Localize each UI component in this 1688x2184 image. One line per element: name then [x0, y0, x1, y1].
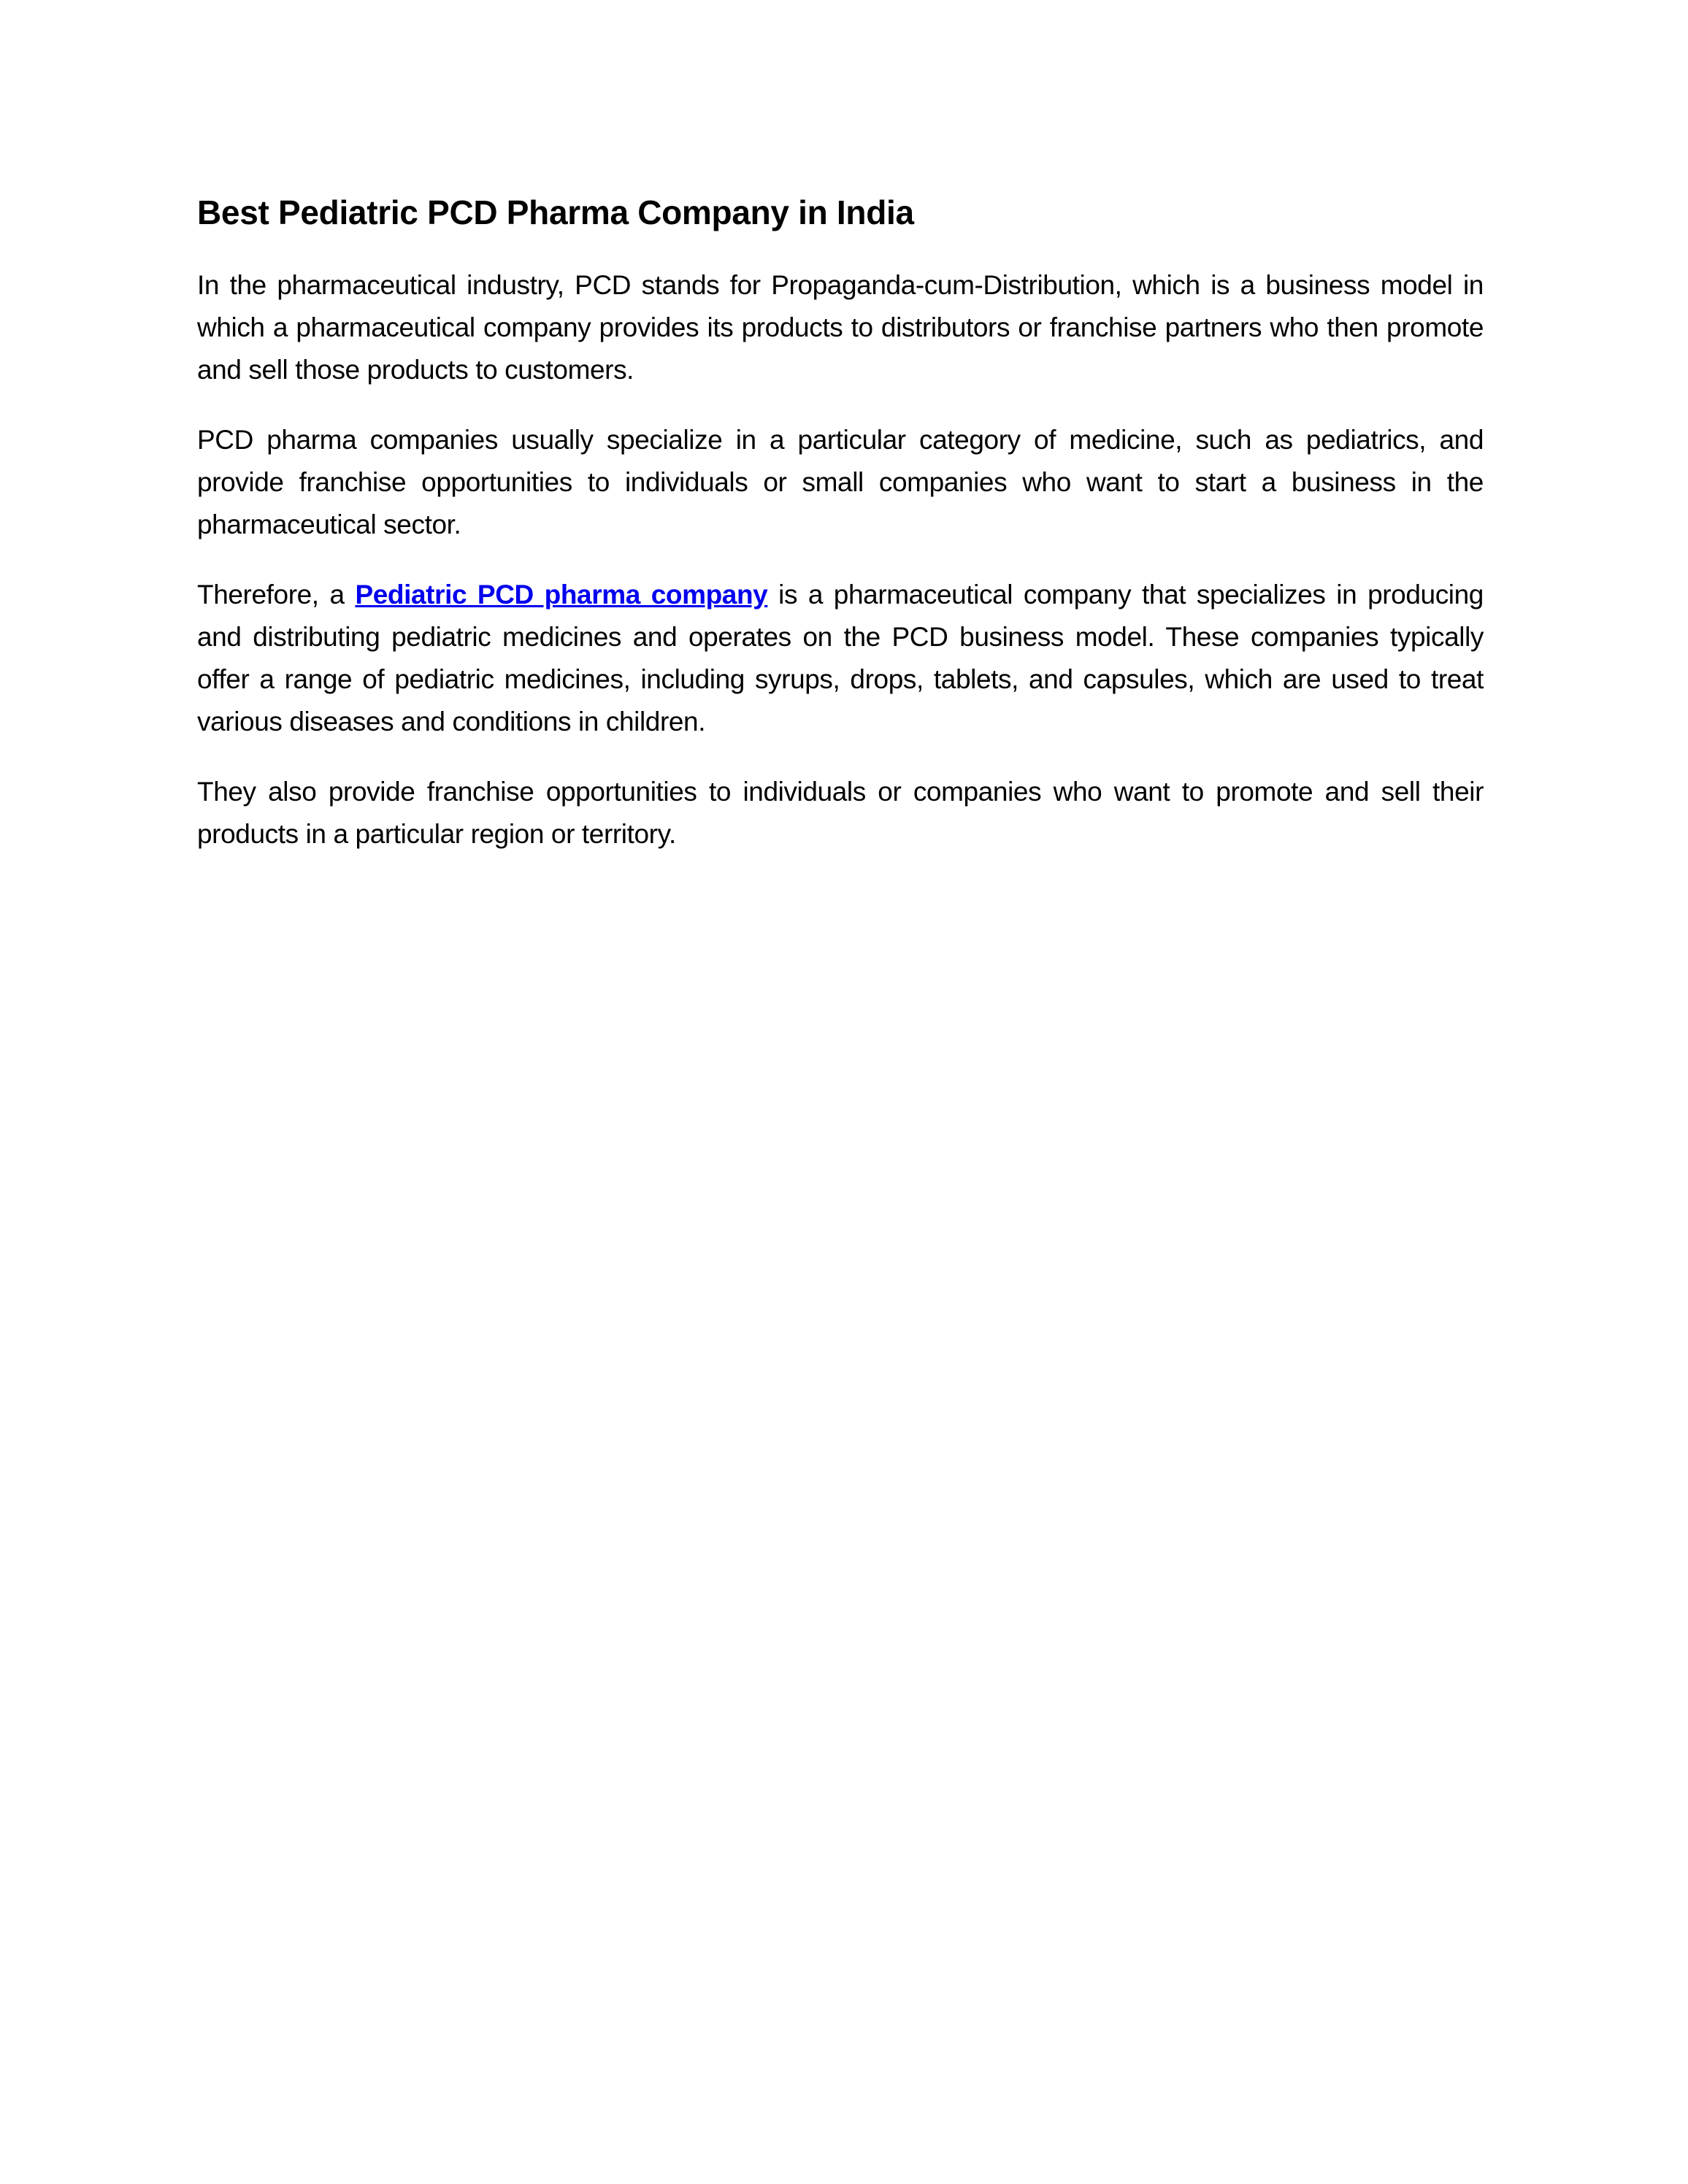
- paragraph-pediatric-pcd: [197, 574, 1484, 743]
- paragraph-pcd-specialization: PCD pharma companies usually specialize in a particular category of medicine, such as pediatrics, and provide franchise opportunities to individuals or small companies who want to start a business in the pharmaceutical sector.: [197, 424, 1484, 539]
- pediatric-pcd-pharma-company-link[interactable]: Pediatric PCD pharma company: [355, 579, 768, 610]
- document-title: Best Pediatric PCD Pharma Company in India: [197, 193, 914, 231]
- document-body: [197, 191, 1484, 883]
- paragraph-text-before-link: Therefore, a: [197, 579, 356, 610]
- paragraph-franchise-opportunities: They also provide franchise opportunities to individuals or companies who want to promote and sell their products in a particular region or territory.: [197, 776, 1484, 849]
- paragraph-pcd-definition: In the pharmaceutical industry, PCD stands for Propaganda-cum-Distribution, which is a business model in which a pharmaceutical company provides its products to distributors or franchise partners who then promote and sell those products to customers.: [197, 269, 1484, 385]
- paragraph-text-after-link: is a pharmaceutical company that specializes in producing and distributing pediatric medicines and operates on the PCD business model. These companies typically offer a range of pediatric medicines, including syrups, drops, tablets, and capsules, which are used to treat various diseases and conditions in children.: [197, 579, 1484, 737]
